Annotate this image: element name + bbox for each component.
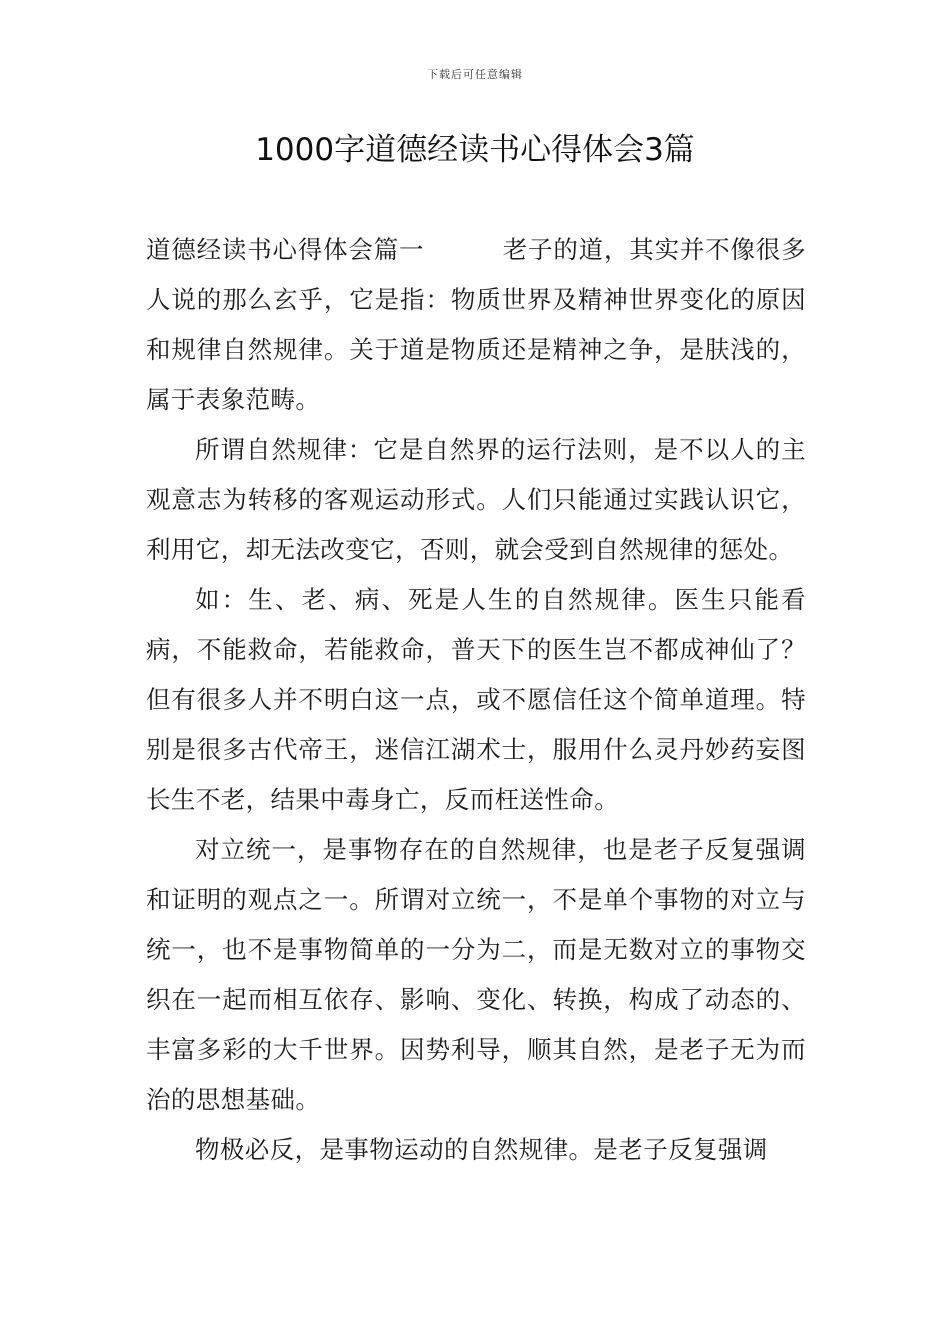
document-title: 1000字道德经读书心得体会3篇	[255, 132, 695, 168]
paragraph-3: 对立统一，是事物存在的自然规律，也是老子反复强调和证明的观点之一。所谓对立统一，不是单个事物的对立与统一，也不是事物简单的一分为二，而是无数对立的事物交织在一起而相互依存、影响、变化、转换，构成了动态的、丰富多彩的大千世界。因势利导，顺其自然，是老子无为而治的思想基础。	[146, 835, 806, 1114]
paragraph-2: 如：生、老、病、死是人生的自然规律。医生只能看病，不能救命，若能救命，普天下的医生岂不都成神仙了？但有很多人并不明白这一点，或不愿信任这个简单道理。特别是很多古代帝王，迷信江湖术士，服用什么灵丹妙药妄图长生不老，结果中毒身亡，反而枉送性命。	[146, 585, 806, 814]
section-label: 道德经读书心得体会篇一	[146, 235, 425, 264]
paragraph-1: 所谓自然规律：它是自然界的运行法则，是不以人的主观意志为转移的客观运动形式。人们只能通过实践认识它，利用它，却无法改变它，否则，就会受到自然规律的惩处。	[146, 435, 806, 564]
header-note: 下载后可任意编辑	[427, 68, 523, 81]
intro-paragraph	[146, 225, 806, 425]
document-body	[146, 225, 806, 1175]
paragraph-4: 物极必反，是事物运动的自然规律。是老子反复强调	[195, 1135, 768, 1164]
intro-text: 老子的道，其实并不像很多人说的那么玄乎，它是指：物质世界及精神世界变化的原因和规律自然规律。关于道是物质还是精神之争，是肤浅的，属于表象范畴。	[146, 235, 806, 414]
